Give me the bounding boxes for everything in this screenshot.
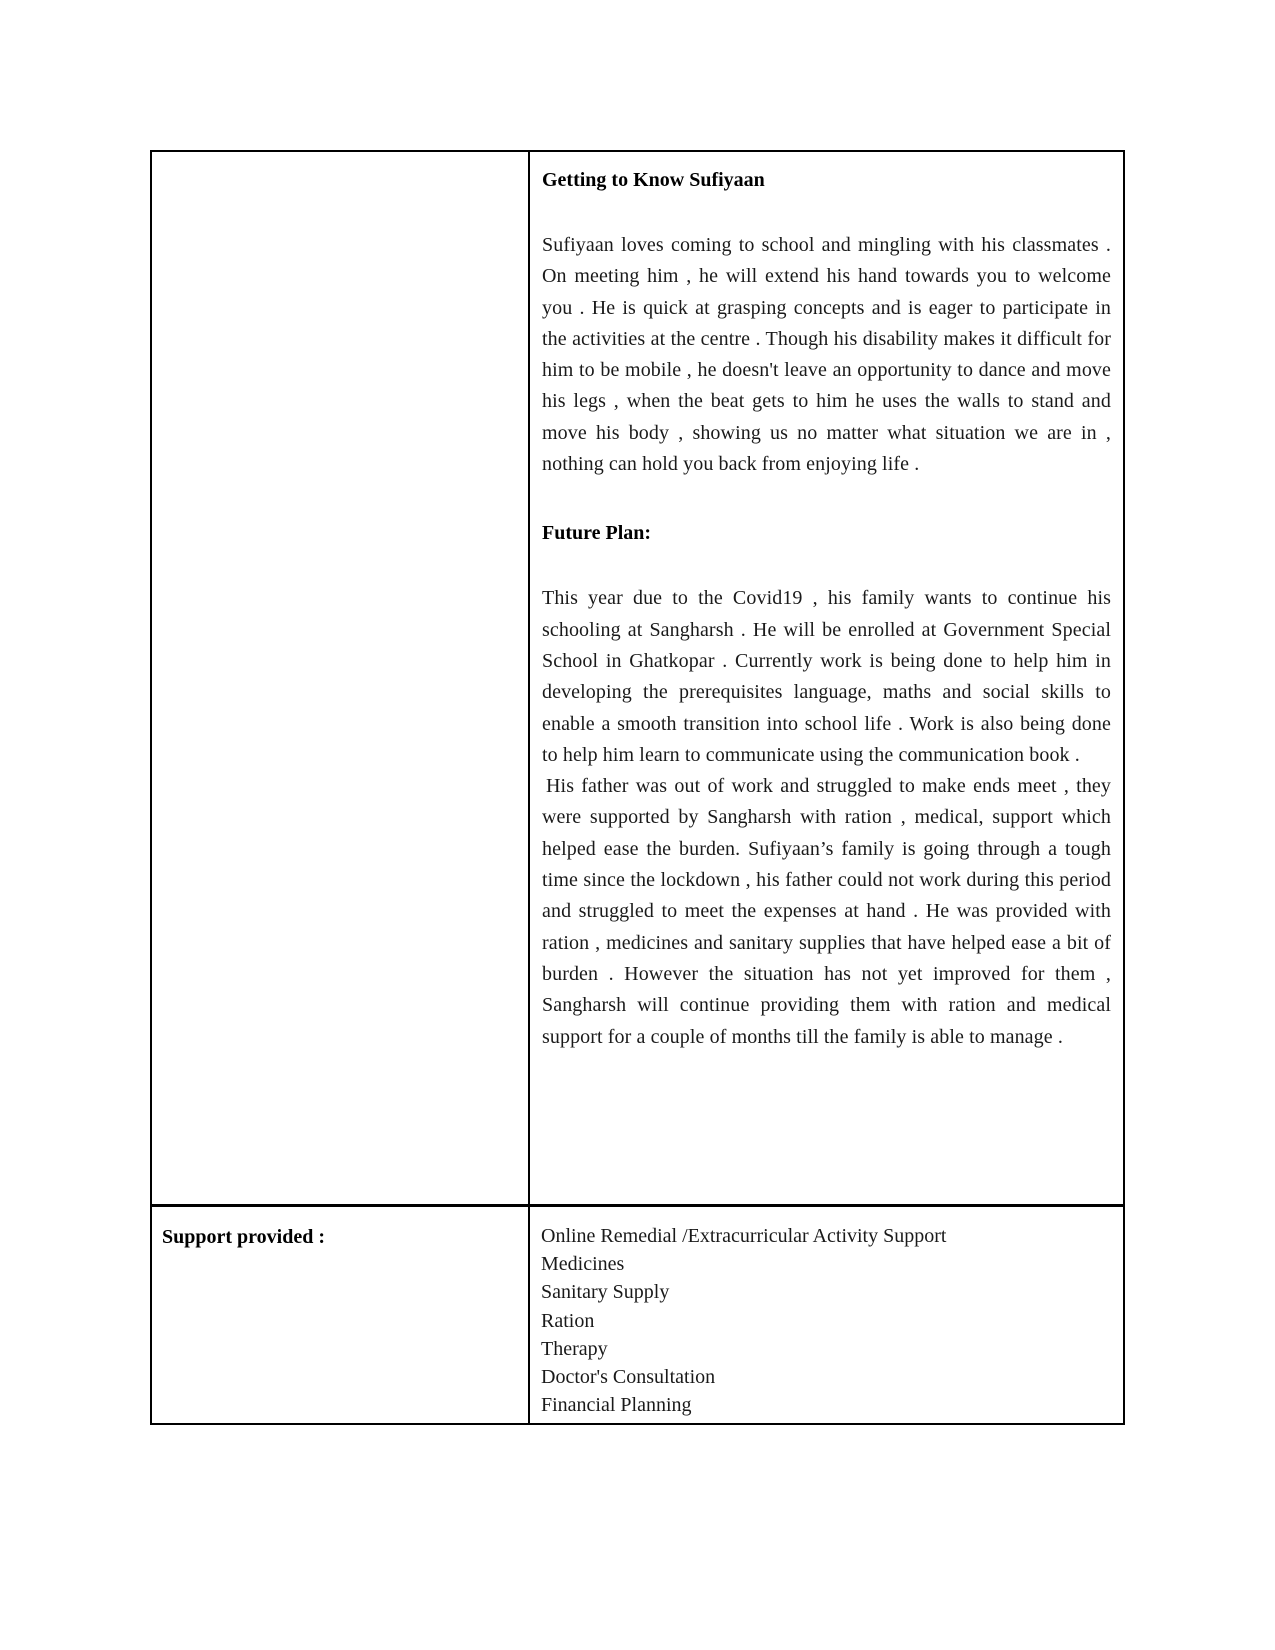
getting-to-know-heading: Getting to Know Sufiyaan: [542, 169, 765, 191]
support-item: Doctor's Consultation: [541, 1366, 716, 1389]
future-plan-body: This year due to the Covid19 , his family wants to continue his schooling at Sangharsh . He will be enrolled at Government Special School in Ghatkopar . Currently work is being done to help him in developing the prerequisites language, maths and social skills to enable a smooth transition into school life . Work is also being done to help him learn to communicate using the communication book .: [542, 587, 1111, 766]
support-item: Ration: [541, 1309, 595, 1332]
support-provided-label: Support provided :: [162, 1226, 326, 1248]
family-situation-body: His father was out of work and struggled to make ends meet , they were supported by Sangharsh with ration , medical, support which helped ease the burden. Sufiyaan’s family is going through a tough time since the lockdown , his father could not work during this period and struggled to meet the expenses at hand . He was provided with ration , medicines and sanitary supplies that have helped ease a bit of burden . However the situation has not yet improved for them , Sangharsh will continue providing them with ration and medical support for a couple of months till the family is able to manage .: [542, 775, 1111, 1048]
support-item: Sanitary Supply: [541, 1281, 670, 1304]
support-item: Financial Planning: [541, 1394, 692, 1417]
support-label-cell: [152, 1207, 528, 1421]
future-plan-heading: Future Plan:: [542, 522, 652, 545]
support-list: [541, 1222, 1113, 1419]
narrative-cell: [530, 152, 1123, 1204]
support-item: Medicines: [541, 1253, 625, 1276]
support-item: Therapy: [541, 1337, 608, 1360]
getting-to-know-body: Sufiyaan loves coming to school and mingling with his classmates . On meeting him , he will extend his hand towards you to welcome you . He is quick at grasping concepts and is eager to participate in the activities at the centre . Though his disability makes it difficult for him to be mobile , he doesn't leave an opportunity to dance and move his legs , when the beat gets to him he uses the walls to stand and move his body , showing us no matter what situation we are in , nothing can hold you back from enjoying life .: [542, 234, 1111, 476]
support-list-cell: [530, 1207, 1123, 1421]
empty-label-cell: [152, 152, 528, 1204]
profile-table: [150, 150, 1125, 1425]
support-item: Online Remedial /Extracurricular Activity Support: [541, 1225, 947, 1247]
